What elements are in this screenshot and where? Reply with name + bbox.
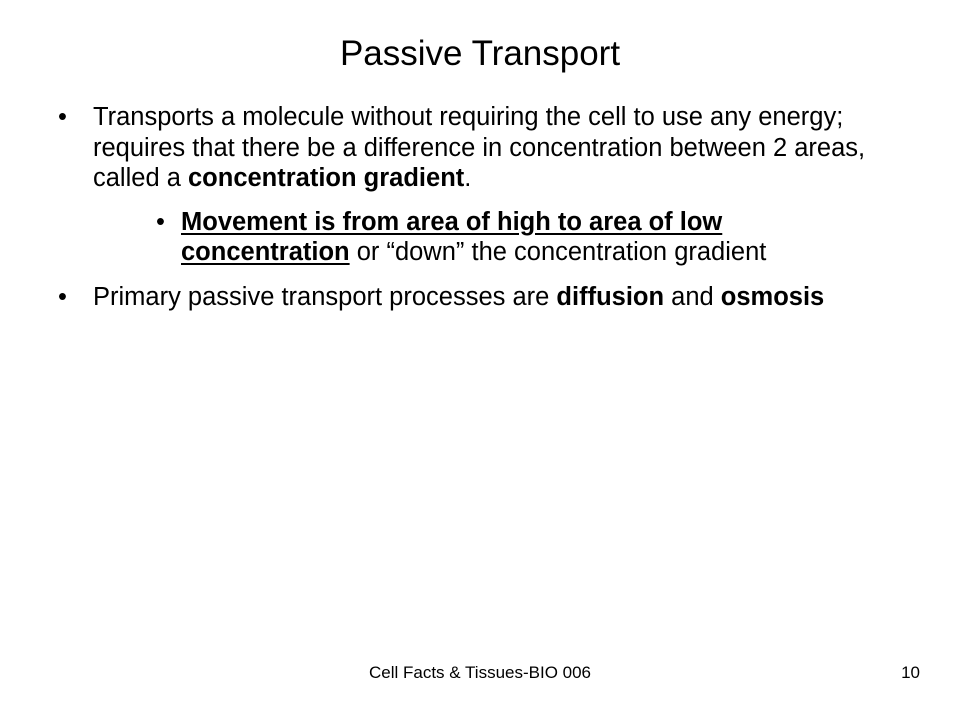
bullet-text: . [464, 164, 472, 192]
bullet-bold-term: osmosis [720, 282, 825, 311]
bullet-glyph: • [58, 103, 67, 131]
footer-course-label: Cell Facts & Tissues-BIO 006 [368, 663, 592, 682]
bullet-bold-term: diffusion [556, 282, 665, 311]
sub-bullet-movement [156, 207, 871, 268]
bullet-primary-processes [48, 282, 898, 313]
bullet-text: Transports a molecule without requiring the cell to use any energy; requires that there be a difference in concentration between 2 areas, called a [93, 103, 866, 192]
bullet-text: and [664, 282, 721, 311]
slide-title: Passive Transport [339, 34, 621, 73]
bullet-bold-underlined-text: Movement is from area of high to area of low concentration [181, 207, 723, 266]
bullet-passive-transport-definition [48, 102, 898, 194]
slide-body [48, 102, 898, 325]
bullet-text: or “down” the concentration gradient [349, 238, 767, 266]
bullet-glyph: • [58, 282, 67, 311]
bullet-text: Primary passive transport processes are [93, 282, 557, 311]
bullet-bold-term: concentration gradient [187, 164, 465, 192]
footer-page-number: 10 [901, 663, 920, 682]
bullet-glyph: • [156, 207, 165, 236]
